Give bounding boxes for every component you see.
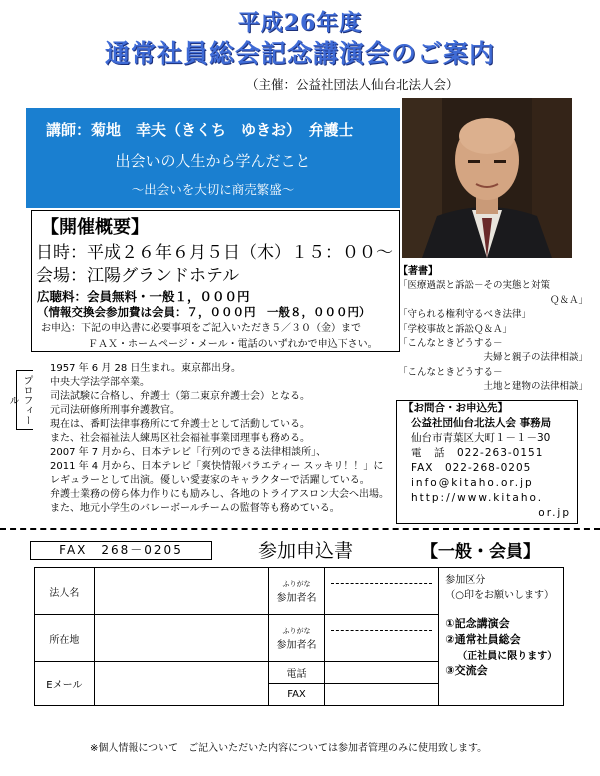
category-cell[interactable] xyxy=(439,568,564,706)
form-title: 参加申込書 xyxy=(258,540,354,562)
profile-tab-label: プロフィール xyxy=(16,370,33,430)
form-type: 【一般・会員】 xyxy=(421,542,540,562)
bio-line: 弁護士業務の傍ら体力作りにも励みし、各地のトライアスロン大会へ出場。 xyxy=(50,489,389,500)
phone-field[interactable] xyxy=(325,662,439,684)
contact-box xyxy=(396,400,578,524)
bio-line: レギュラーとして出演。優しい愛妻家のキャラクターで活躍している。 xyxy=(50,475,370,486)
publication-item: 「医療過誤と訴訟－その実態と対策 Ｑ＆Ａ」 xyxy=(398,280,588,306)
contact-address: 仙台市青葉区大町１－１－30 xyxy=(411,432,551,444)
page-title: 通常社員総会記念講演会のご案内 xyxy=(104,39,495,68)
publication-item: 「守られる権利守るべき法律」 xyxy=(398,309,532,321)
lecture-subtitle: 出会いの人生から学んだこと xyxy=(115,152,311,170)
event-summary-heading: 【開催概要】 xyxy=(41,217,149,238)
phone-label: 電話 xyxy=(269,662,325,684)
contact-org: 公益社団仙台北法人会 事務局 xyxy=(411,417,552,429)
bio-line: 中央大学法学部卒業。 xyxy=(50,377,150,388)
bio-line: 司法試験に合格し、弁護士（第二東京弁護士会）となる。 xyxy=(50,391,310,402)
application-methods: ＦＡＸ・ホームページ・メール・電話のいずれかで申込下さい。 xyxy=(88,339,378,350)
event-summary-box xyxy=(31,210,400,352)
publication-item: 「こんなときどうする－ 夫婦と親子の法律相談」 xyxy=(398,338,588,364)
publications-list xyxy=(398,265,588,395)
participant-field-1[interactable] xyxy=(325,568,439,615)
event-datetime: 日時：平成２６年６月５日（木）１５：００～ xyxy=(36,243,393,263)
option-lecture[interactable]: ①記念講演会 xyxy=(445,617,510,630)
publications-heading: 【著書】 xyxy=(398,266,438,277)
bio-line: 現在は、番町法律事務所にて弁護士として活動している。 xyxy=(50,419,310,430)
corp-name-label: 法人名 xyxy=(35,568,95,615)
contact-email[interactable]: info@kitaho.or.jp xyxy=(411,477,534,489)
privacy-footnote: ※個人情報について ご記入いただいた内容については参加者管理のみに使用致します。 xyxy=(90,743,488,754)
bio-line: 2007 年 7 月から、日本テレビ「行列のできる法律相談所」、 xyxy=(50,447,327,458)
cut-line xyxy=(0,528,600,530)
bio-line: また、地元小学生のバレーボールチームの監督等も務めている。 xyxy=(50,503,340,514)
bio-line: 元司法研修所刑事弁護教官。 xyxy=(50,405,180,416)
contact-url-cont[interactable]: or.jp xyxy=(538,507,571,519)
fax-label: FAX xyxy=(269,684,325,706)
profile-bio xyxy=(50,362,402,516)
participant-label-1: ふりがな 参加者名 xyxy=(269,568,325,615)
application-note: お申込：下記の申込書に必要事項をご記入いただき５／３０（金）まで xyxy=(41,323,361,334)
lecture-banner xyxy=(26,108,400,208)
option-general-meeting[interactable]: ②通常社員総会 xyxy=(445,633,521,646)
address-label: 所在地 xyxy=(35,615,95,662)
contact-fax: FAX 022-268-0205 xyxy=(411,462,532,474)
participant-field-2[interactable] xyxy=(325,615,439,662)
contact-tel: 電 話 022-263-0151 xyxy=(411,447,544,459)
bio-line: 1957 年 6 月 28 日生まれ。東京都出身。 xyxy=(50,363,242,374)
category-hint: （○印をお願いします） xyxy=(445,590,555,601)
category-label: 参加区分 xyxy=(445,575,486,586)
event-fee: 広聴料：会員無料・一般１，０００円 xyxy=(37,289,250,304)
exchange-fee: （情報交換会参加費は会員：７，０００円 一般８，０００円） xyxy=(37,305,371,319)
address-field[interactable] xyxy=(94,615,268,662)
fax-field[interactable] xyxy=(325,684,439,706)
participant-label-2: ふりがな 参加者名 xyxy=(269,615,325,662)
option-general-meeting-note: （正社員に限ります） xyxy=(457,651,558,662)
contact-heading: 【お問合・お申込先】 xyxy=(403,402,508,414)
application-form xyxy=(34,567,564,706)
event-venue: 会場：江陽グランドホテル xyxy=(36,266,240,286)
contact-url[interactable]: http://www.kitaho. xyxy=(411,492,544,504)
bio-line: 2011 年 4 月から、日本テレビ「爽快情報バラエティー スッキリ！！」に xyxy=(50,461,384,472)
publication-item: 「学校事故と訴訟Ｑ＆Ａ」 xyxy=(398,323,513,335)
title-year: 平成26年度 xyxy=(237,10,363,36)
option-networking[interactable]: ③交流会 xyxy=(445,664,488,677)
email-field[interactable] xyxy=(94,662,268,706)
corp-name-field[interactable] xyxy=(94,568,268,615)
lecturer-name: 講師：菊地 幸夫（きくち ゆきお） 弁護士 xyxy=(46,121,354,139)
lecture-tagline: ～出会いを大切に商売繁盛～ xyxy=(131,182,295,197)
lecturer-photo xyxy=(402,98,572,258)
fax-number-box: FAX 268－0205 xyxy=(30,541,212,560)
publication-item: 「こんなときどうする－ 土地と建物の法律相談」 xyxy=(398,366,588,393)
email-label: Eメール xyxy=(35,662,95,706)
bio-line: また、社会福祉法人練馬区社会福祉事業団理事も務める。 xyxy=(50,433,310,444)
sponsor-line: （主催：公益社団法人仙台北法人会） xyxy=(246,77,459,92)
